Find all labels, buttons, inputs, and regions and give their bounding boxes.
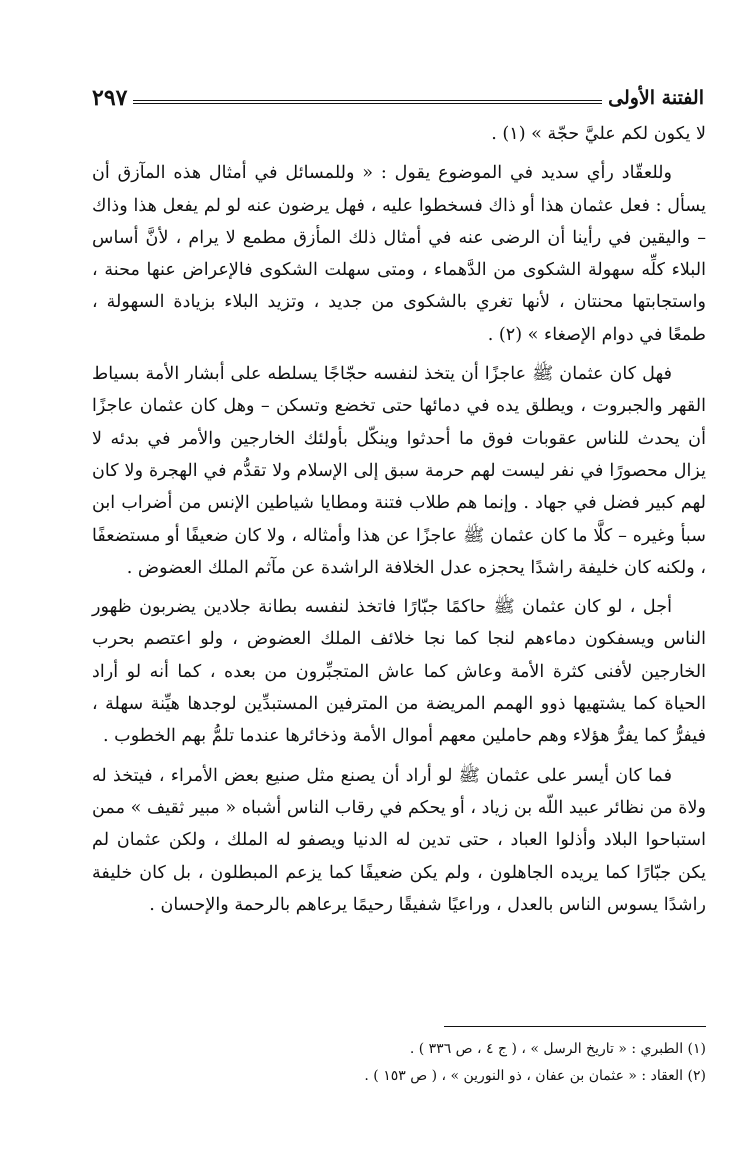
paragraph: فما كان أيسر على عثمان ﷺ لو أراد أن يصنع مثل صنيع بعض الأمراء ، فيتخذ له ولاة من نظائر عبيد اللّه بن زياد ، أو يحكم في رقاب الناس أشباه « مبير ثقيف » ممن استباحوا البلاد وأذلوا العباد ، حتى تدين له الدنيا ويصفو له الملك ، ولكن عثمان لم يكن جبّارًا كما يريده الجاهلون ، ولم يكن ضعيفًا كما يزعم المبطلون ، بل كان خليفة راشدًا يسوس الناس بالعدل ، وراعيًا شفيقًا رحيمًا يرعاهم بالرحمة والإحسان . bbox=[92, 765, 706, 915]
paragraph: أجل ، لو كان عثمان ﷺ حاكمًا جبّارًا فاتخذ لنفسه بطانة جلادين يضربون ظهور الناس ويسفكون دماءهم لنجا كما نجا خلائف الملك العضوض ، ولو اعتصم بحرب الخارجين لأفنى كثرة الأمة وعاش كما عاش المتجبِّرون من بعده ، كما أنه لو أراد الحياة كما يشتهيها ذوو الهمم المريضة من المترفين المستبدِّين لوجدها هيِّنة سهلة ، فيفرُّ كما يفرُّ هؤلاء وهم حاملين معهم أموال الأمة وذخائرها عندما تلمُّ بهم الخطوب . bbox=[92, 597, 706, 747]
header-rule bbox=[133, 100, 602, 104]
chapter-title: الفتنة الأولى bbox=[608, 87, 704, 109]
paragraph-continued: لا يكون لكم عليَّ حجّة » (١) . bbox=[491, 124, 706, 144]
main-text bbox=[92, 118, 706, 921]
page-number: ٢٩٧ bbox=[92, 85, 128, 111]
paragraph: فهل كان عثمان ﷺ عاجزًا أن يتخذ لنفسه حجّاجًا يسلطه على أبشار الأمة بسياط القهر والجبروت ، ويطلق يده في دمائها حتى تخضع وتسكن – وهل كان عثمان عاجزًا أن يحدث للناس عقوبات فوق ما أحدثوا وينكّل بأولئك الخارجين والأمر في بدئه لا يزال محصورًا في نفر ليست لهم حرمة سبق إلى الإسلام ولا تقدُّم في الهجرة ولا كان لهم كبير فضل في جهاد . وإنما هم طلاب فتنة ومطايا شياطين الإنس من أضراب ابن سبأ وغيره – كلَّا ما كان عثمان ﷺ عاجزًا عن هذا وأمثاله ، ولا كان ضعيفًا أو مستضعفًا ، ولكنه كان خليفة راشدًا يحجزه عدل الخلافة الراشدة عن مآثم الملك العضوض . bbox=[92, 364, 706, 578]
footnotes bbox=[300, 1036, 706, 1090]
paragraph: وللعقّاد رأي سديد في الموضوع يقول : « وللمسائل في أمثال هذه المآزق أن يسأل : فعل عثمان هذا أو ذاك فسخطوا عليه ، فهل يرضون عنه لو لم يفعل هذا وذاك – واليقين في رأينا أن الرضى عنه في أمثال ذلك المأزق مطمع لا يرام ، لأنَّ أساس البلاء كلِّه سهولة الشكوى من الدَّهماء ، ومتى سهلت الشكوى فالإعراض عنها محنة ، واستجابتها محنتان ، لأنها تغري بالشكوى من جديد ، وتزيد البلاء بزيادة السهولة ، طمعًا في دوام الإصغاء » (٢) . bbox=[92, 163, 706, 345]
footnote-separator bbox=[444, 1026, 706, 1027]
footnote-1: (١) الطبري : « تاريخ الرسل » ، ( ج ٤ ، ص ٣٣٦ ) . bbox=[409, 1041, 706, 1057]
running-header bbox=[92, 80, 704, 110]
footnote-2: (٢) العقاد : « عثمان بن عفان ، ذو النورين » ، ( ص ١٥٣ ) . bbox=[364, 1068, 706, 1084]
